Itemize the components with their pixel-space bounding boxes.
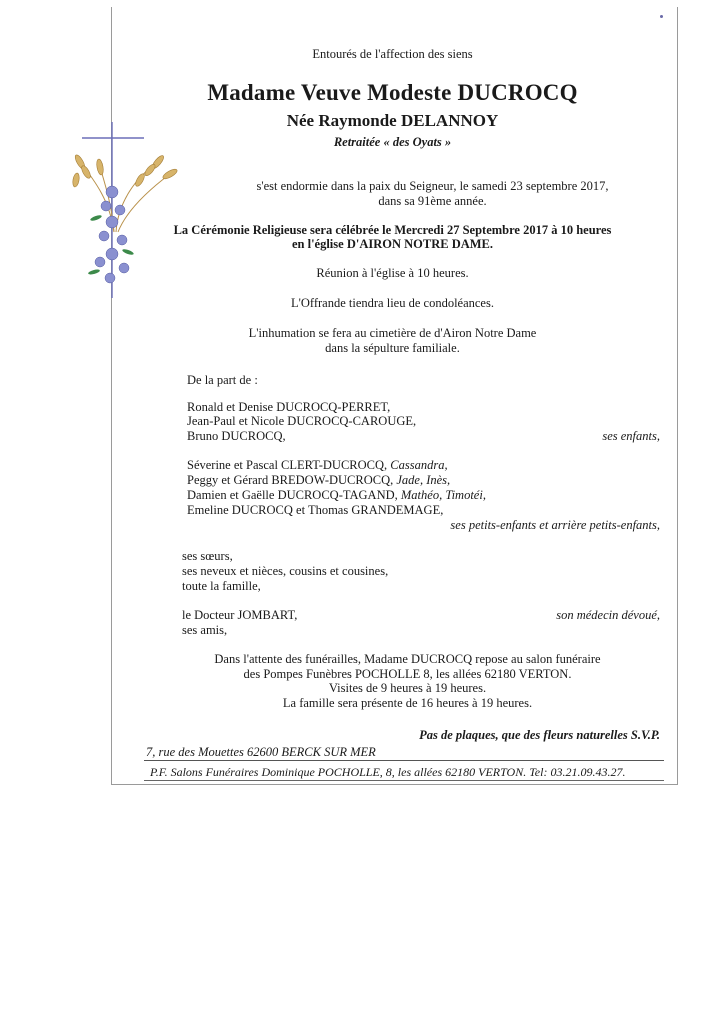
meeting-line: Réunion à l'église à 10 heures. — [316, 266, 469, 280]
family-presence: La famille sera présente de 16 heures à 19 heures. — [282, 696, 533, 710]
funeral-home-line-2: des Pompes Funèbres POCHOLLE 8, les allées 62180 VERTON. — [243, 667, 572, 681]
funeral-home-line-1: Dans l'attente des funérailles, Madame DUCROCQ repose au salon funéraire — [214, 652, 601, 666]
grandchild-names: Peggy et Gérard BREDOW-DUCROCQ, — [187, 473, 394, 487]
offering-line: L'Offrande tiendra lieu de condoléances. — [291, 296, 494, 310]
grandchildren-label: ses petits-enfants et arrière petits-enfants, — [450, 518, 660, 532]
doctor-line: le Docteur JOMBART, — [182, 608, 298, 622]
burial-line-1: L'inhumation se fera au cimetière de d'Airon Notre Dame — [248, 326, 537, 340]
corner-mark — [660, 15, 663, 18]
family-intro: De la part de : — [187, 373, 258, 387]
grandchild-names: Séverine et Pascal CLERT-DUCROCQ, — [187, 458, 388, 472]
grandchild-line-4 — [187, 503, 443, 517]
great-grandchildren: Jade, Inès, — [396, 473, 451, 487]
no-plaques-note: Pas de plaques, que des fleurs naturelles S.V.P. — [419, 728, 660, 742]
sisters-line: ses sœurs, — [182, 549, 233, 563]
great-grandchildren: Cassandra, — [390, 458, 448, 472]
ceremony-line-2: en l'église D'AIRON NOTRE DAME. — [291, 237, 494, 251]
grandchild-line-1 — [187, 458, 448, 472]
grandchild-line-2 — [187, 473, 450, 487]
child-3: Bruno DUCROCQ, — [187, 429, 286, 443]
whole-family-line: toute la famille, — [182, 579, 261, 593]
family-address: 7, rue des Mouettes 62600 BERCK SUR MER — [146, 745, 376, 759]
footer-divider — [144, 780, 664, 781]
relatives-line: ses neveux et nièces, cousins et cousines, — [182, 564, 389, 578]
great-grandchildren: Mathéo, Timotéi, — [400, 488, 486, 502]
visiting-hours: Visites de 9 heures à 19 heures. — [328, 681, 487, 695]
children-label: ses enfants, — [602, 429, 660, 443]
address-divider — [144, 760, 664, 761]
funeral-director-footer: P.F. Salons Funéraires Dominique POCHOLLE, 8, les allées 62180 VERTON. Tel: 03.21.09.43.27. — [150, 765, 626, 779]
deceased-name: Madame Veuve Modeste DUCROCQ — [207, 80, 578, 105]
grandchild-names: Damien et Gaëlle DUCROCQ-TAGAND, — [187, 488, 398, 502]
announcement-line-1: s'est endormie dans la paix du Seigneur, le samedi 23 septembre 2017, — [256, 179, 609, 193]
ceremony-line-1: La Cérémonie Religieuse sera célébrée le Mercredi 27 Septembre 2017 à 10 heures — [173, 223, 612, 237]
announcement-line-2: dans sa 91ème année. — [378, 194, 487, 208]
grandchild-names: Emeline DUCROCQ et Thomas GRANDEMAGE, — [187, 503, 444, 517]
grandchild-line-3 — [187, 488, 486, 502]
child-1: Ronald et Denise DUCROCQ-PERRET, — [187, 400, 391, 414]
occupation: Retraitée « des Oyats » — [333, 135, 452, 149]
burial-line-2: dans la sépulture familiale. — [325, 341, 460, 355]
doctor-label: son médecin dévoué, — [556, 608, 660, 622]
maiden-name: Née Raymonde DELANNOY — [286, 111, 499, 130]
intro-line: Entourés de l'affection des siens — [312, 47, 473, 61]
child-2: Jean-Paul et Nicole DUCROCQ-CAROUGE, — [187, 414, 417, 428]
friends-line: ses amis, — [182, 623, 228, 637]
